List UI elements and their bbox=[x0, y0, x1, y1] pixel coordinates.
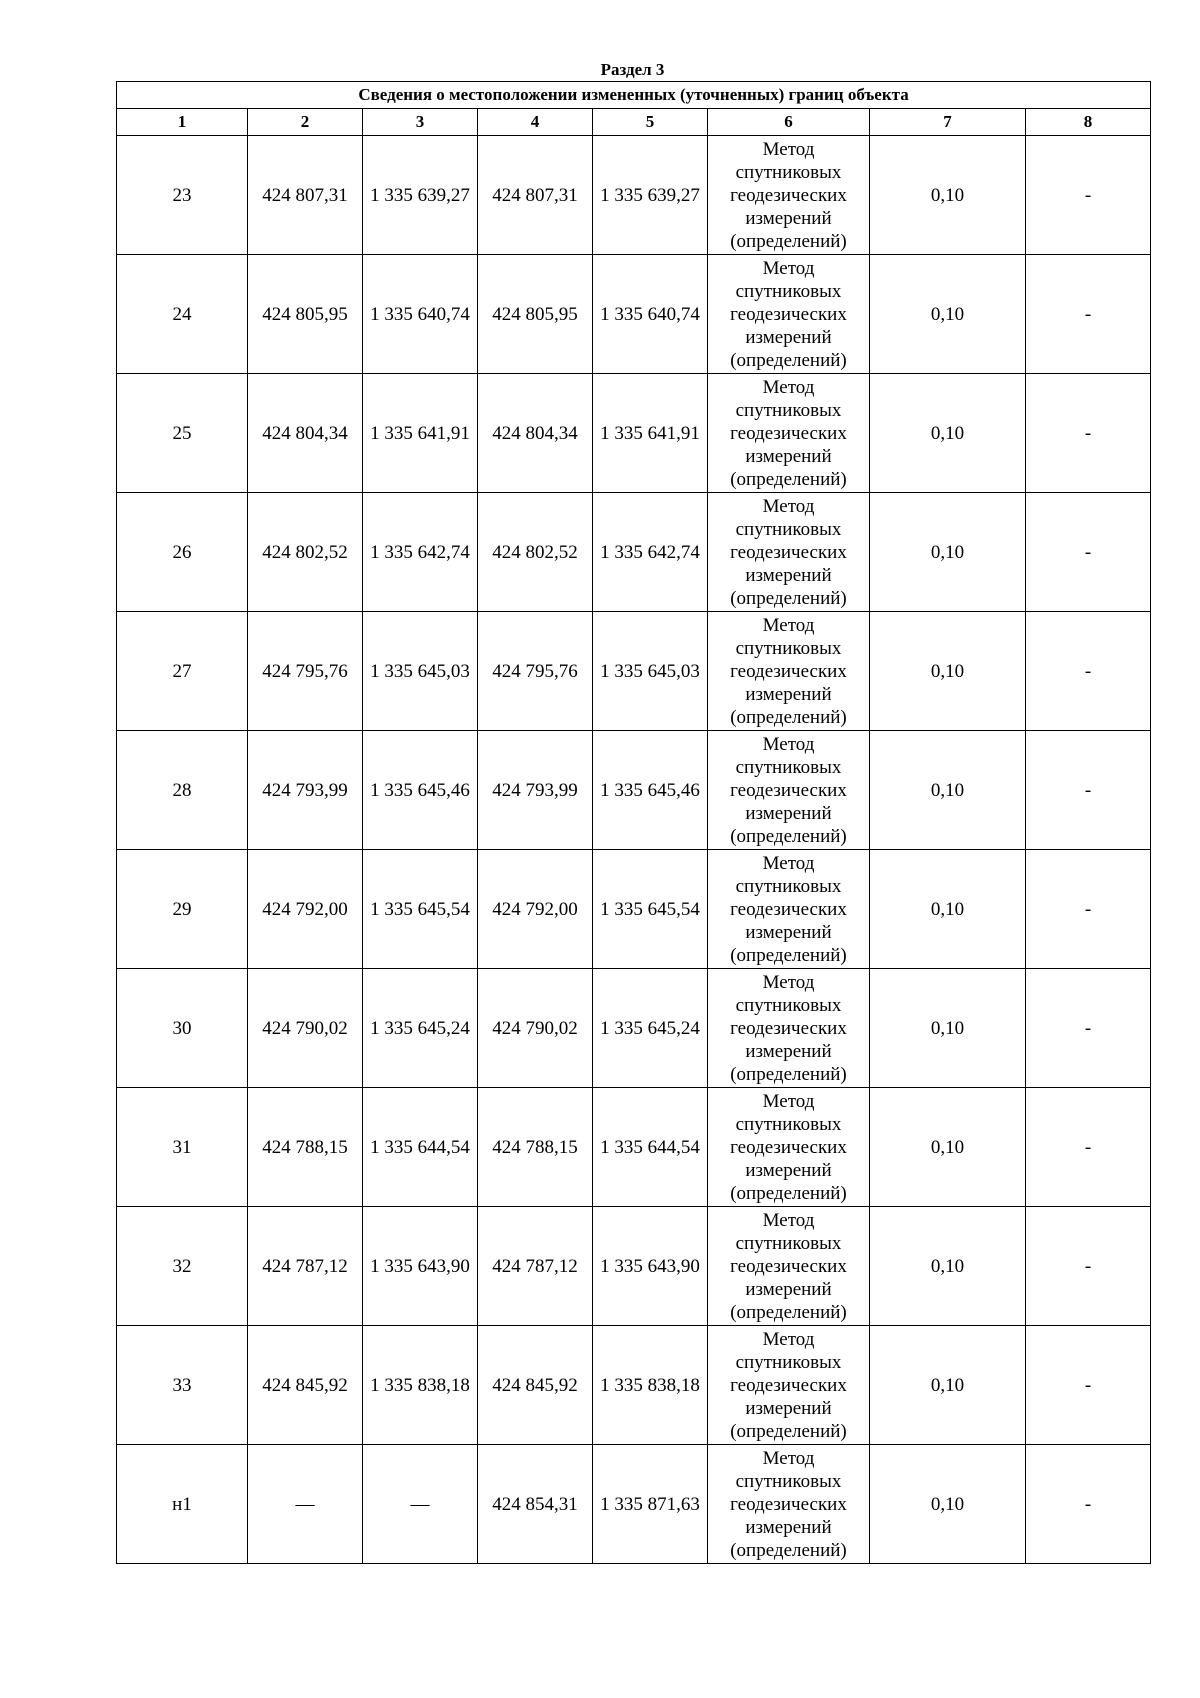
method-cell bbox=[708, 850, 870, 969]
table-caption: Сведения о местоположении измененных (уточненных) границ объекта bbox=[117, 82, 1151, 109]
column-number-4: 4 bbox=[478, 109, 593, 136]
method-line: геодезических bbox=[730, 1374, 847, 1396]
method-line: спутниковых bbox=[735, 1113, 842, 1135]
existing-y-cell: 1 335 642,74 bbox=[363, 493, 478, 612]
existing-x-cell: 424 802,52 bbox=[248, 493, 363, 612]
existing-y-cell: 1 335 645,24 bbox=[363, 969, 478, 1088]
point-number-cell: 25 bbox=[117, 374, 248, 493]
table-row bbox=[117, 850, 1151, 969]
point-number-cell: 26 bbox=[117, 493, 248, 612]
point-number-cell: 27 bbox=[117, 612, 248, 731]
method-line: геодезических bbox=[730, 779, 847, 801]
method-line: Метод bbox=[762, 1090, 815, 1112]
column-number-5: 5 bbox=[593, 109, 708, 136]
existing-y-cell: 1 335 645,46 bbox=[363, 731, 478, 850]
method-line: измерений bbox=[745, 1040, 832, 1062]
accuracy-cell: 0,10 bbox=[870, 136, 1026, 255]
method-line: (определений) bbox=[730, 1182, 847, 1204]
note-cell: - bbox=[1026, 1445, 1151, 1564]
method-line: Метод bbox=[762, 971, 815, 993]
refined-x-cell: 424 804,34 bbox=[478, 374, 593, 493]
method-line: измерений bbox=[745, 802, 832, 824]
method-line: измерений bbox=[745, 1516, 832, 1538]
method-line: измерений bbox=[745, 207, 832, 229]
method-line: спутниковых bbox=[735, 161, 842, 183]
refined-y-cell: 1 335 645,24 bbox=[593, 969, 708, 1088]
method-line: спутниковых bbox=[735, 875, 842, 897]
column-number-3: 3 bbox=[363, 109, 478, 136]
refined-y-cell: 1 335 643,90 bbox=[593, 1207, 708, 1326]
existing-x-cell: 424 788,15 bbox=[248, 1088, 363, 1207]
note-cell: - bbox=[1026, 850, 1151, 969]
method-line: (определений) bbox=[730, 825, 847, 847]
method-line: измерений bbox=[745, 1397, 832, 1419]
note-cell: - bbox=[1026, 1207, 1151, 1326]
method-line: (определений) bbox=[730, 1063, 847, 1085]
method-line: геодезических bbox=[730, 541, 847, 563]
method-line: геодезических bbox=[730, 1017, 847, 1039]
existing-x-cell: 424 807,31 bbox=[248, 136, 363, 255]
method-line: спутниковых bbox=[735, 280, 842, 302]
column-number-1: 1 bbox=[117, 109, 248, 136]
note-cell: - bbox=[1026, 731, 1151, 850]
point-number-cell: н1 bbox=[117, 1445, 248, 1564]
method-line: измерений bbox=[745, 921, 832, 943]
note-cell: - bbox=[1026, 136, 1151, 255]
method-line: (определений) bbox=[730, 230, 847, 252]
method-line: (определений) bbox=[730, 468, 847, 490]
refined-y-cell: 1 335 644,54 bbox=[593, 1088, 708, 1207]
method-line: Метод bbox=[762, 733, 815, 755]
refined-x-cell: 424 802,52 bbox=[478, 493, 593, 612]
refined-y-cell: 1 335 645,46 bbox=[593, 731, 708, 850]
point-number-cell: 32 bbox=[117, 1207, 248, 1326]
method-line: (определений) bbox=[730, 944, 847, 966]
method-line: (определений) bbox=[730, 1301, 847, 1323]
refined-x-cell: 424 788,15 bbox=[478, 1088, 593, 1207]
refined-x-cell: 424 854,31 bbox=[478, 1445, 593, 1564]
method-line: (определений) bbox=[730, 1420, 847, 1442]
refined-x-cell: 424 805,95 bbox=[478, 255, 593, 374]
column-number-7: 7 bbox=[870, 109, 1026, 136]
method-line: измерений bbox=[745, 564, 832, 586]
method-line: геодезических bbox=[730, 303, 847, 325]
existing-x-cell: — bbox=[248, 1445, 363, 1564]
existing-y-cell: 1 335 838,18 bbox=[363, 1326, 478, 1445]
method-line: спутниковых bbox=[735, 756, 842, 778]
method-cell bbox=[708, 1326, 870, 1445]
method-line: геодезических bbox=[730, 1255, 847, 1277]
refined-y-cell: 1 335 641,91 bbox=[593, 374, 708, 493]
method-line: геодезических bbox=[730, 660, 847, 682]
existing-x-cell: 424 790,02 bbox=[248, 969, 363, 1088]
method-line: спутниковых bbox=[735, 637, 842, 659]
table-row bbox=[117, 255, 1151, 374]
point-number-cell: 33 bbox=[117, 1326, 248, 1445]
method-cell bbox=[708, 969, 870, 1088]
existing-x-cell: 424 787,12 bbox=[248, 1207, 363, 1326]
column-number-row bbox=[117, 109, 1151, 136]
table-row bbox=[117, 1326, 1151, 1445]
method-line: (определений) bbox=[730, 1539, 847, 1561]
column-number-8: 8 bbox=[1026, 109, 1151, 136]
method-cell bbox=[708, 612, 870, 731]
boundary-coordinates-table bbox=[116, 81, 1151, 1564]
method-line: Метод bbox=[762, 138, 815, 160]
method-line: (определений) bbox=[730, 587, 847, 609]
method-line: спутниковых bbox=[735, 994, 842, 1016]
existing-y-cell: 1 335 644,54 bbox=[363, 1088, 478, 1207]
table-row bbox=[117, 969, 1151, 1088]
accuracy-cell: 0,10 bbox=[870, 1088, 1026, 1207]
accuracy-cell: 0,10 bbox=[870, 969, 1026, 1088]
method-line: измерений bbox=[745, 1159, 832, 1181]
point-number-cell: 28 bbox=[117, 731, 248, 850]
refined-y-cell: 1 335 640,74 bbox=[593, 255, 708, 374]
note-cell: - bbox=[1026, 255, 1151, 374]
table-row bbox=[117, 493, 1151, 612]
point-number-cell: 23 bbox=[117, 136, 248, 255]
method-line: спутниковых bbox=[735, 518, 842, 540]
method-line: измерений bbox=[745, 1278, 832, 1300]
point-number-cell: 30 bbox=[117, 969, 248, 1088]
method-line: измерений bbox=[745, 326, 832, 348]
method-cell bbox=[708, 493, 870, 612]
method-cell bbox=[708, 731, 870, 850]
table-row bbox=[117, 1445, 1151, 1564]
method-line: Метод bbox=[762, 257, 815, 279]
point-number-cell: 24 bbox=[117, 255, 248, 374]
method-line: (определений) bbox=[730, 706, 847, 728]
existing-y-cell: 1 335 641,91 bbox=[363, 374, 478, 493]
method-line: Метод bbox=[762, 495, 815, 517]
table-row bbox=[117, 612, 1151, 731]
accuracy-cell: 0,10 bbox=[870, 255, 1026, 374]
note-cell: - bbox=[1026, 969, 1151, 1088]
note-cell: - bbox=[1026, 374, 1151, 493]
refined-x-cell: 424 845,92 bbox=[478, 1326, 593, 1445]
method-line: Метод bbox=[762, 1447, 815, 1469]
method-line: измерений bbox=[745, 445, 832, 467]
point-number-cell: 31 bbox=[117, 1088, 248, 1207]
method-line: геодезических bbox=[730, 1136, 847, 1158]
method-line: Метод bbox=[762, 614, 815, 636]
existing-x-cell: 424 793,99 bbox=[248, 731, 363, 850]
refined-y-cell: 1 335 645,03 bbox=[593, 612, 708, 731]
method-line: спутниковых bbox=[735, 399, 842, 421]
refined-x-cell: 424 790,02 bbox=[478, 969, 593, 1088]
existing-x-cell: 424 792,00 bbox=[248, 850, 363, 969]
table-row bbox=[117, 374, 1151, 493]
refined-y-cell: 1 335 871,63 bbox=[593, 1445, 708, 1564]
existing-x-cell: 424 805,95 bbox=[248, 255, 363, 374]
refined-x-cell: 424 787,12 bbox=[478, 1207, 593, 1326]
existing-x-cell: 424 845,92 bbox=[248, 1326, 363, 1445]
refined-x-cell: 424 792,00 bbox=[478, 850, 593, 969]
column-number-6: 6 bbox=[708, 109, 870, 136]
method-cell bbox=[708, 1088, 870, 1207]
method-cell bbox=[708, 1445, 870, 1564]
existing-y-cell: 1 335 639,27 bbox=[363, 136, 478, 255]
method-line: Метод bbox=[762, 1209, 815, 1231]
note-cell: - bbox=[1026, 1088, 1151, 1207]
method-line: спутниковых bbox=[735, 1232, 842, 1254]
existing-y-cell: 1 335 640,74 bbox=[363, 255, 478, 374]
note-cell: - bbox=[1026, 493, 1151, 612]
method-line: геодезических bbox=[730, 422, 847, 444]
accuracy-cell: 0,10 bbox=[870, 374, 1026, 493]
method-line: измерений bbox=[745, 683, 832, 705]
method-line: геодезических bbox=[730, 1493, 847, 1515]
refined-y-cell: 1 335 639,27 bbox=[593, 136, 708, 255]
refined-x-cell: 424 795,76 bbox=[478, 612, 593, 731]
refined-x-cell: 424 807,31 bbox=[478, 136, 593, 255]
method-cell bbox=[708, 374, 870, 493]
existing-y-cell: — bbox=[363, 1445, 478, 1564]
section-title: Раздел 3 bbox=[600, 60, 665, 79]
method-line: спутниковых bbox=[735, 1351, 842, 1373]
existing-y-cell: 1 335 643,90 bbox=[363, 1207, 478, 1326]
table-row bbox=[117, 731, 1151, 850]
refined-y-cell: 1 335 838,18 bbox=[593, 1326, 708, 1445]
accuracy-cell: 0,10 bbox=[870, 1326, 1026, 1445]
accuracy-cell: 0,10 bbox=[870, 1445, 1026, 1564]
table-row bbox=[117, 1207, 1151, 1326]
accuracy-cell: 0,10 bbox=[870, 850, 1026, 969]
method-line: (определений) bbox=[730, 349, 847, 371]
accuracy-cell: 0,10 bbox=[870, 612, 1026, 731]
method-line: геодезических bbox=[730, 184, 847, 206]
column-number-2: 2 bbox=[248, 109, 363, 136]
method-line: Метод bbox=[762, 852, 815, 874]
table-row bbox=[117, 136, 1151, 255]
accuracy-cell: 0,10 bbox=[870, 731, 1026, 850]
existing-x-cell: 424 804,34 bbox=[248, 374, 363, 493]
method-cell bbox=[708, 255, 870, 374]
method-cell bbox=[708, 136, 870, 255]
method-line: геодезических bbox=[730, 898, 847, 920]
table-body bbox=[117, 136, 1151, 1564]
method-line: Метод bbox=[762, 1328, 815, 1350]
method-cell bbox=[708, 1207, 870, 1326]
point-number-cell: 29 bbox=[117, 850, 248, 969]
table-row bbox=[117, 1088, 1151, 1207]
method-line: спутниковых bbox=[735, 1470, 842, 1492]
refined-x-cell: 424 793,99 bbox=[478, 731, 593, 850]
note-cell: - bbox=[1026, 1326, 1151, 1445]
note-cell: - bbox=[1026, 612, 1151, 731]
method-line: Метод bbox=[762, 376, 815, 398]
refined-y-cell: 1 335 645,54 bbox=[593, 850, 708, 969]
refined-y-cell: 1 335 642,74 bbox=[593, 493, 708, 612]
existing-x-cell: 424 795,76 bbox=[248, 612, 363, 731]
existing-y-cell: 1 335 645,03 bbox=[363, 612, 478, 731]
accuracy-cell: 0,10 bbox=[870, 493, 1026, 612]
accuracy-cell: 0,10 bbox=[870, 1207, 1026, 1326]
existing-y-cell: 1 335 645,54 bbox=[363, 850, 478, 969]
